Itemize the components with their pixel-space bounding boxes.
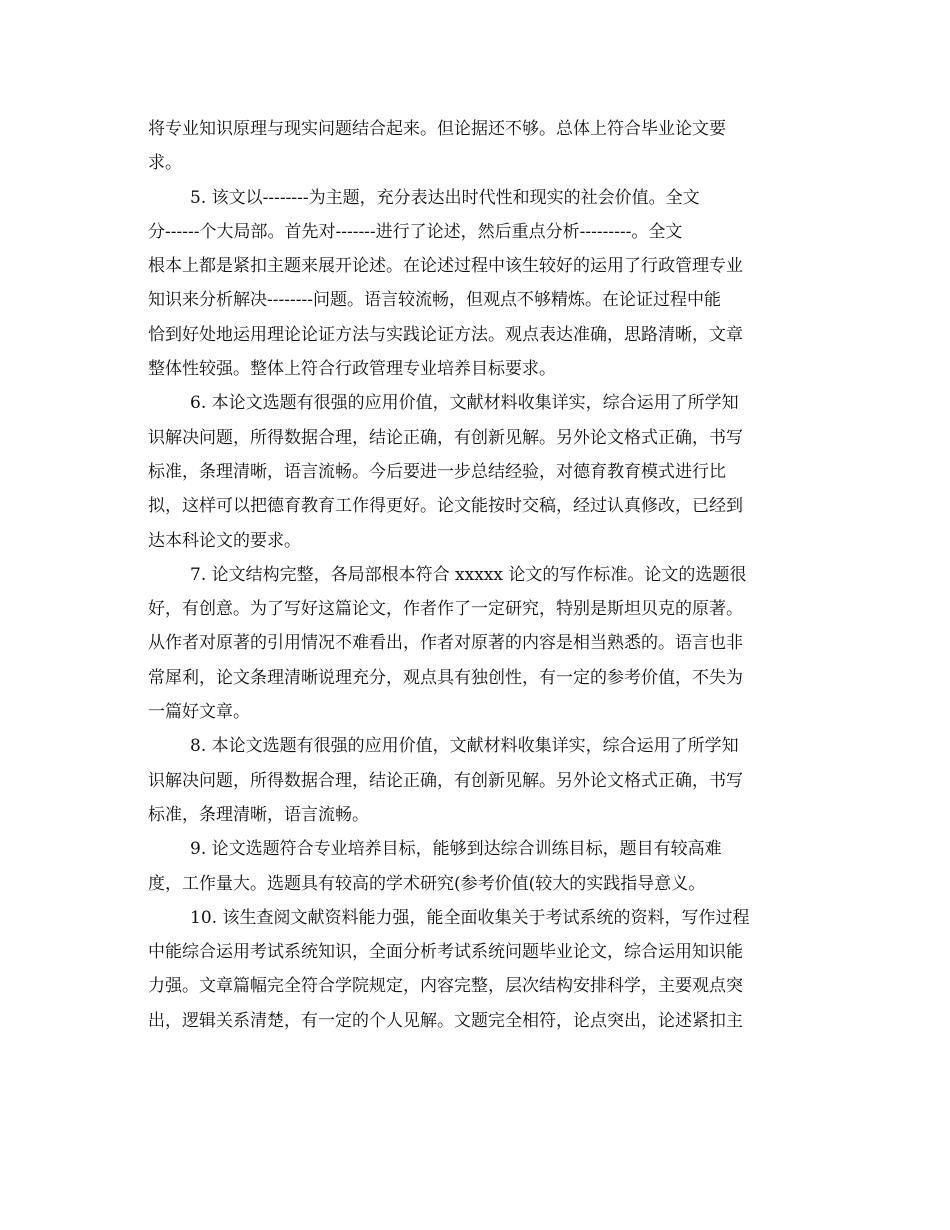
text-line: 7. 论文结构完整，各局部根本符合 xxxxx 论文的写作标准。论文的选题很 [190, 564, 747, 585]
text-line: 拟，这样可以把德育教育工作得更好。论文能按时交稿，经过认真修改，已经到 [148, 496, 743, 517]
paragraph-continuation [148, 112, 808, 181]
text-line: 根本上都是紧扣主题来展开论述。在论述过程中该生较好的运用了行政管理专业 [148, 256, 743, 277]
text-line: 5. 该文以--------为主题，充分表达出时代性和现实的社会价值。全文 [190, 187, 700, 208]
text-line: 一篇好文章。 [148, 702, 250, 723]
text-line: 求。 [148, 153, 182, 174]
text-line: 常犀利，论文条理清晰说理充分，观点具有独创性，有一定的参考价值，不失为 [148, 667, 743, 688]
text-line: 标准，条理清晰，语言流畅。 [148, 804, 369, 825]
text-line: 恰到好处地运用理论论证方法与实践论证方法。观点表达准确，思路清晰，文章 [148, 324, 743, 345]
text-line: 好，有创意。为了写好这篇论文，作者作了一定研究，特别是斯坦贝克的原著。 [148, 599, 743, 620]
text-line: 标准，条理清晰，语言流畅。今后要进一步总结经验，对德育教育模式进行比 [148, 461, 726, 482]
paragraph-5 [148, 181, 808, 387]
text-line: 将专业知识原理与现实问题结合起来。但论据还不够。总体上符合毕业论文要 [148, 119, 726, 139]
paragraph-7 [148, 558, 808, 729]
text-line: 整体性较强。整体上符合行政管理专业培养目标要求。 [148, 359, 556, 380]
text-line: 分------个大局部。首先对-------进行了论述，然后重点分析---------。全文 [148, 221, 683, 242]
text-line: 识解决问题，所得数据合理，结论正确，有创新见解。另外论文格式正确，书写 [148, 770, 743, 791]
paragraph-8 [148, 729, 808, 832]
text-line: 10. 该生查阅文献资料能力强，能全面收集关于考试系统的资料，写作过程 [190, 907, 750, 928]
text-line: 度，工作量大。选题具有较高的学术研究(参考价值(较大的实践指导意义。 [148, 873, 706, 894]
text-line: 识解决问题，所得数据合理，结论正确，有创新见解。另外论文格式正确，书写 [148, 427, 743, 448]
text-line: 力强。文章篇幅完全符合学院规定，内容完整，层次结构安排科学，主要观点突 [148, 976, 743, 997]
text-line: 达本科论文的要求。 [148, 530, 301, 551]
text-line: 从作者对原著的引用情况不难看出，作者对原著的内容是相当熟悉的。语言也非 [148, 633, 743, 654]
paragraph-10 [148, 901, 808, 1038]
text-line: 中能综合运用考试系统知识，全面分析考试系统问题毕业论文，综合运用知识能 [148, 942, 743, 963]
text-line: 9. 论文选题符合专业培养目标，能够到达综合训练目标，题目有较高难 [190, 839, 722, 860]
text-line: 6. 本论文选题有很强的应用价值，文献材料收集详实，综合运用了所学知 [190, 393, 739, 414]
text-line: 知识来分析解决--------问题。语言较流畅，但观点不够精炼。在论证过程中能 [148, 290, 721, 311]
paragraph-9 [148, 832, 808, 901]
paragraph-6 [148, 386, 808, 557]
text-line: 出，逻辑关系清楚，有一定的个人见解。文题完全相符，论点突出，论述紧扣主 [148, 1010, 743, 1031]
document-body [148, 112, 808, 1038]
text-line: 8. 本论文选题有很强的应用价值，文献材料收集详实，综合运用了所学知 [190, 736, 739, 757]
